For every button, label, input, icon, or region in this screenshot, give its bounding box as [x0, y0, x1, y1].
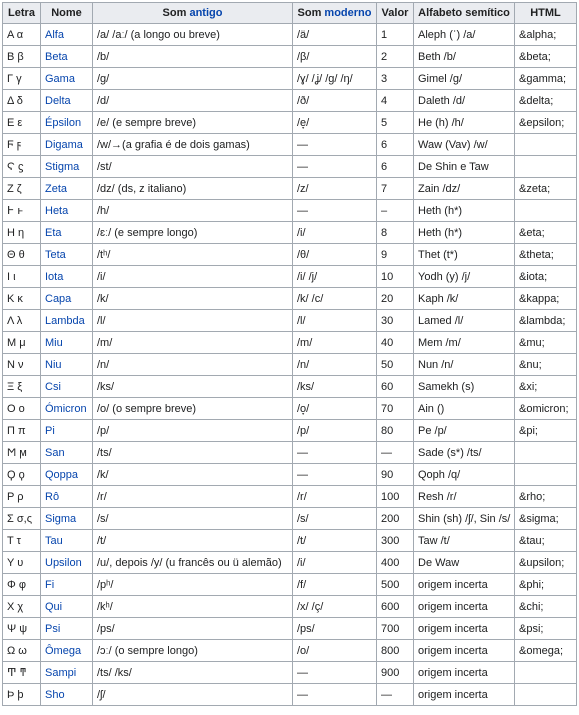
letter-cell: Ξ ξ [3, 376, 41, 398]
semitic-alphabet-cell: De Shin e Taw [414, 156, 515, 178]
html-entity-cell: &psi; [515, 618, 577, 640]
letter-cell: Ψ ψ [3, 618, 41, 640]
table-row [3, 486, 577, 508]
semitic-alphabet-cell: origem incerta [414, 640, 515, 662]
semitic-alphabet-cell: Qoph /q/ [414, 464, 515, 486]
html-entity-cell [515, 200, 577, 222]
html-entity-cell: &eta; [515, 222, 577, 244]
letter-cell: Φ φ [3, 574, 41, 596]
numeric-value-cell: 3 [377, 68, 414, 90]
numeric-value-cell: 60 [377, 376, 414, 398]
letter-name-link[interactable]: Psi [41, 618, 93, 640]
semitic-alphabet-cell: Waw (Vav) /w/ [414, 134, 515, 156]
ancient-sound-cell: /pʰ/ [93, 574, 293, 596]
letter-name-link[interactable]: Sigma [41, 508, 93, 530]
table-row [3, 134, 577, 156]
modern-sound-cell: /o/ [293, 640, 377, 662]
letter-name-link[interactable]: Qoppa [41, 464, 93, 486]
modern-sound-cell: /e̞/ [293, 112, 377, 134]
numeric-value-cell: 4 [377, 90, 414, 112]
table-body [3, 24, 577, 706]
letter-name-link[interactable]: Tau [41, 530, 93, 552]
modern-sound-cell: /k/ /c/ [293, 288, 377, 310]
numeric-value-cell: 7 [377, 178, 414, 200]
modern-sound-cell: /ɣ/ /ʝ/ /g/ /ŋ/ [293, 68, 377, 90]
ancient-sound-cell: /b/ [93, 46, 293, 68]
ancient-sound-cell: /o/ (o sempre breve) [93, 398, 293, 420]
table-row [3, 178, 577, 200]
html-entity-cell: &omega; [515, 640, 577, 662]
semitic-alphabet-cell: origem incerta [414, 662, 515, 684]
semitic-alphabet-cell: Aleph (ʾ) /a/ [414, 24, 515, 46]
letter-name-link[interactable]: Gama [41, 68, 93, 90]
table-row [3, 266, 577, 288]
semitic-alphabet-cell: Heth (h*) [414, 222, 515, 244]
ancient-sound-cell: /n/ [93, 354, 293, 376]
semitic-alphabet-cell: Pe /p/ [414, 420, 515, 442]
numeric-value-cell: 2 [377, 46, 414, 68]
semitic-alphabet-cell: Lamed /l/ [414, 310, 515, 332]
semitic-alphabet-cell: He (h) /h/ [414, 112, 515, 134]
modern-sound-cell: /θ/ [293, 244, 377, 266]
numeric-value-cell: – [377, 200, 414, 222]
ancient-sound-cell: /ks/ [93, 376, 293, 398]
letter-name-link[interactable]: Qui [41, 596, 93, 618]
numeric-value-cell: 8 [377, 222, 414, 244]
letter-cell: Τ τ [3, 530, 41, 552]
table-row [3, 574, 577, 596]
som-moderno-link[interactable]: moderno [324, 7, 372, 19]
letter-name-link[interactable]: Pi [41, 420, 93, 442]
ancient-sound-cell: /d/ [93, 90, 293, 112]
letter-cell: Ϝ ϝ [3, 134, 41, 156]
table-row [3, 420, 577, 442]
table-row [3, 68, 577, 90]
header-row [3, 3, 577, 24]
letter-cell: Ͱ ͱ [3, 200, 41, 222]
html-entity-cell: &lambda; [515, 310, 577, 332]
table-row [3, 508, 577, 530]
ancient-sound-cell: /r/ [93, 486, 293, 508]
ancient-sound-cell: /t/ [93, 530, 293, 552]
header-html: HTML [515, 3, 577, 24]
ancient-sound-cell: /ɛː/ (e sempre longo) [93, 222, 293, 244]
ancient-sound-cell: /st/ [93, 156, 293, 178]
modern-sound-cell: /i/ /j/ [293, 266, 377, 288]
ancient-sound-cell: /u/, depois /y/ (u francês ou ü alemão) [93, 552, 293, 574]
letter-cell: Υ υ [3, 552, 41, 574]
letter-name-link[interactable]: Teta [41, 244, 93, 266]
modern-sound-cell: /m/ [293, 332, 377, 354]
numeric-value-cell: 100 [377, 486, 414, 508]
letter-name-link[interactable]: Niu [41, 354, 93, 376]
letter-cell: Ρ ρ [3, 486, 41, 508]
letter-cell: Μ μ [3, 332, 41, 354]
semitic-alphabet-cell: De Waw [414, 552, 515, 574]
semitic-alphabet-cell: origem incerta [414, 618, 515, 640]
letter-name-link[interactable]: Upsilon [41, 552, 93, 574]
numeric-value-cell: 80 [377, 420, 414, 442]
html-entity-cell: &zeta; [515, 178, 577, 200]
ancient-sound-cell: /p/ [93, 420, 293, 442]
letter-name-link[interactable]: Miu [41, 332, 93, 354]
html-entity-cell: &phi; [515, 574, 577, 596]
letter-name-link[interactable]: Capa [41, 288, 93, 310]
modern-sound-cell: /z/ [293, 178, 377, 200]
table-row [3, 684, 577, 706]
ancient-sound-cell: /m/ [93, 332, 293, 354]
ancient-sound-cell: /k/ [93, 464, 293, 486]
numeric-value-cell: 1 [377, 24, 414, 46]
html-entity-cell: &sigma; [515, 508, 577, 530]
modern-sound-cell: — [293, 464, 377, 486]
header-som-antigo [93, 3, 293, 24]
letter-cell: Ω ω [3, 640, 41, 662]
semitic-alphabet-cell: Shin (sh) /ʃ/, Sin /s/ [414, 508, 515, 530]
ancient-sound-cell: /ʃ/ [93, 684, 293, 706]
modern-sound-cell: /s/ [293, 508, 377, 530]
semitic-alphabet-cell: Gimel /g/ [414, 68, 515, 90]
semitic-alphabet-cell: origem incerta [414, 684, 515, 706]
modern-sound-cell: /t/ [293, 530, 377, 552]
table-row [3, 222, 577, 244]
numeric-value-cell: 30 [377, 310, 414, 332]
html-entity-cell: &iota; [515, 266, 577, 288]
modern-sound-cell: /f/ [293, 574, 377, 596]
numeric-value-cell: — [377, 684, 414, 706]
html-entity-cell: &delta; [515, 90, 577, 112]
letter-name-link[interactable]: Sampi [41, 662, 93, 684]
semitic-alphabet-cell: Beth /b/ [414, 46, 515, 68]
html-entity-cell: &alpha; [515, 24, 577, 46]
letter-name-link[interactable]: Delta [41, 90, 93, 112]
semitic-alphabet-cell: Thet (t*) [414, 244, 515, 266]
table-row [3, 662, 577, 684]
greek-alphabet-table [2, 2, 577, 706]
header-letra: Letra [3, 3, 41, 24]
header-valor: Valor [377, 3, 414, 24]
ancient-sound-cell: /s/ [93, 508, 293, 530]
html-entity-cell: &pi; [515, 420, 577, 442]
letter-cell: Ϙ ϙ [3, 464, 41, 486]
semitic-alphabet-cell: Samekh (s) [414, 376, 515, 398]
letter-cell: Λ λ [3, 310, 41, 332]
letter-cell: Ϻ ϻ [3, 442, 41, 464]
numeric-value-cell: 6 [377, 134, 414, 156]
header-som-antigo-prefix: Som [162, 7, 190, 19]
ancient-sound-cell: /w/→(a grafia é de dois gamas) [93, 134, 293, 156]
modern-sound-cell: /ks/ [293, 376, 377, 398]
html-entity-cell [515, 684, 577, 706]
html-entity-cell: &kappa; [515, 288, 577, 310]
modern-sound-cell: /β/ [293, 46, 377, 68]
letter-name-link[interactable]: Sho [41, 684, 93, 706]
header-som-moderno-prefix: Som [297, 7, 325, 19]
semitic-alphabet-cell: Daleth /d/ [414, 90, 515, 112]
modern-sound-cell: /n/ [293, 354, 377, 376]
semitic-alphabet-cell: Ain () [414, 398, 515, 420]
semitic-alphabet-cell: Resh /r/ [414, 486, 515, 508]
letter-cell: Α α [3, 24, 41, 46]
table-row [3, 90, 577, 112]
ancient-sound-cell: /g/ [93, 68, 293, 90]
letter-cell: Ͳ ͳ [3, 662, 41, 684]
letter-name-link[interactable]: Lambda [41, 310, 93, 332]
letter-cell: Θ θ [3, 244, 41, 266]
numeric-value-cell: 200 [377, 508, 414, 530]
table-row [3, 442, 577, 464]
numeric-value-cell: 9 [377, 244, 414, 266]
table-row [3, 112, 577, 134]
letter-name-link[interactable]: Stigma [41, 156, 93, 178]
numeric-value-cell: 700 [377, 618, 414, 640]
ancient-sound-cell: /h/ [93, 200, 293, 222]
letter-cell: Ϸ ϸ [3, 684, 41, 706]
letter-cell: Π π [3, 420, 41, 442]
html-entity-cell [515, 134, 577, 156]
ancient-sound-cell: /ts/ /ks/ [93, 662, 293, 684]
html-entity-cell [515, 442, 577, 464]
letter-name-link[interactable]: Csi [41, 376, 93, 398]
letter-cell: Ζ ζ [3, 178, 41, 200]
table-row [3, 310, 577, 332]
numeric-value-cell: 900 [377, 662, 414, 684]
letter-cell: Σ σ,ς [3, 508, 41, 530]
letter-name-link[interactable]: Zeta [41, 178, 93, 200]
ancient-sound-cell: /kʰ/ [93, 596, 293, 618]
semitic-alphabet-cell: Taw /t/ [414, 530, 515, 552]
table-row [3, 156, 577, 178]
ancient-sound-cell: /a/ /aː/ (a longo ou breve) [93, 24, 293, 46]
table-row [3, 398, 577, 420]
letter-cell: Β β [3, 46, 41, 68]
modern-sound-cell: /ð/ [293, 90, 377, 112]
numeric-value-cell: 90 [377, 464, 414, 486]
letter-name-link[interactable]: Alfa [41, 24, 93, 46]
letter-cell: Η η [3, 222, 41, 244]
table-row [3, 354, 577, 376]
som-antigo-link[interactable]: antigo [189, 7, 223, 19]
modern-sound-cell: — [293, 200, 377, 222]
letter-name-link[interactable]: Ômega [41, 640, 93, 662]
table-row [3, 640, 577, 662]
letter-name-link[interactable]: Beta [41, 46, 93, 68]
table-row [3, 618, 577, 640]
modern-sound-cell: /o̞/ [293, 398, 377, 420]
modern-sound-cell: /i/ [293, 222, 377, 244]
html-entity-cell [515, 464, 577, 486]
letter-name-link[interactable]: Heta [41, 200, 93, 222]
ancient-sound-cell: /tʰ/ [93, 244, 293, 266]
numeric-value-cell: 600 [377, 596, 414, 618]
letter-cell: Γ γ [3, 68, 41, 90]
letter-name-link[interactable]: Fi [41, 574, 93, 596]
semitic-alphabet-cell: origem incerta [414, 574, 515, 596]
table-row [3, 200, 577, 222]
ancient-sound-cell: /ps/ [93, 618, 293, 640]
numeric-value-cell: — [377, 442, 414, 464]
html-entity-cell: &gamma; [515, 68, 577, 90]
letter-name-link[interactable]: Iota [41, 266, 93, 288]
table-row [3, 596, 577, 618]
modern-sound-cell: — [293, 662, 377, 684]
numeric-value-cell: 6 [377, 156, 414, 178]
html-entity-cell: &beta; [515, 46, 577, 68]
semitic-alphabet-cell: Sade (s*) /ts/ [414, 442, 515, 464]
table-row [3, 244, 577, 266]
letter-name-link[interactable]: Eta [41, 222, 93, 244]
letter-cell: Ϛ ϛ [3, 156, 41, 178]
html-entity-cell: &epsilon; [515, 112, 577, 134]
modern-sound-cell: /ä/ [293, 24, 377, 46]
ancient-sound-cell: /ts/ [93, 442, 293, 464]
modern-sound-cell: /ps/ [293, 618, 377, 640]
letter-cell: Δ δ [3, 90, 41, 112]
numeric-value-cell: 50 [377, 354, 414, 376]
ancient-sound-cell: /ɔː/ (o sempre longo) [93, 640, 293, 662]
modern-sound-cell: /i/ [293, 552, 377, 574]
html-entity-cell: &tau; [515, 530, 577, 552]
numeric-value-cell: 10 [377, 266, 414, 288]
table-row [3, 464, 577, 486]
numeric-value-cell: 40 [377, 332, 414, 354]
ancient-sound-cell: /e/ (e sempre breve) [93, 112, 293, 134]
semitic-alphabet-cell: Kaph /k/ [414, 288, 515, 310]
numeric-value-cell: 800 [377, 640, 414, 662]
modern-sound-cell: — [293, 684, 377, 706]
letter-cell: Ε ε [3, 112, 41, 134]
letter-cell: Ν ν [3, 354, 41, 376]
modern-sound-cell: — [293, 134, 377, 156]
letter-cell: Κ κ [3, 288, 41, 310]
semitic-alphabet-cell: Yodh (y) /j/ [414, 266, 515, 288]
modern-sound-cell: /l/ [293, 310, 377, 332]
ancient-sound-cell: /dz/ (ds, z italiano) [93, 178, 293, 200]
html-entity-cell [515, 156, 577, 178]
letter-cell: Χ χ [3, 596, 41, 618]
modern-sound-cell: — [293, 156, 377, 178]
modern-sound-cell: /x/ /ç/ [293, 596, 377, 618]
numeric-value-cell: 300 [377, 530, 414, 552]
header-alfabeto: Alfabeto semítico [414, 3, 515, 24]
numeric-value-cell: 500 [377, 574, 414, 596]
semitic-alphabet-cell: Heth (h*) [414, 200, 515, 222]
letter-name-link[interactable]: Ómicron [41, 398, 93, 420]
ancient-sound-cell: /k/ [93, 288, 293, 310]
numeric-value-cell: 5 [377, 112, 414, 134]
html-entity-cell: &nu; [515, 354, 577, 376]
letter-cell: Ι ι [3, 266, 41, 288]
letter-name-link[interactable]: Épsilon [41, 112, 93, 134]
table-row [3, 288, 577, 310]
table-row [3, 24, 577, 46]
html-entity-cell: &xi; [515, 376, 577, 398]
html-entity-cell: &mu; [515, 332, 577, 354]
table-row [3, 376, 577, 398]
letter-name-link[interactable]: San [41, 442, 93, 464]
numeric-value-cell: 70 [377, 398, 414, 420]
modern-sound-cell: /p/ [293, 420, 377, 442]
html-entity-cell: &theta; [515, 244, 577, 266]
ancient-sound-cell: /i/ [93, 266, 293, 288]
numeric-value-cell: 400 [377, 552, 414, 574]
table-row [3, 552, 577, 574]
letter-name-link[interactable]: Rô [41, 486, 93, 508]
header-nome: Nome [41, 3, 93, 24]
modern-sound-cell: — [293, 442, 377, 464]
html-entity-cell [515, 662, 577, 684]
semitic-alphabet-cell: Mem /m/ [414, 332, 515, 354]
table-row [3, 332, 577, 354]
modern-sound-cell: /r/ [293, 486, 377, 508]
numeric-value-cell: 20 [377, 288, 414, 310]
letter-cell: Ο ο [3, 398, 41, 420]
html-entity-cell: &chi; [515, 596, 577, 618]
letter-name-link[interactable]: Digama [41, 134, 93, 156]
html-entity-cell: &rho; [515, 486, 577, 508]
ancient-sound-cell: /l/ [93, 310, 293, 332]
table-row [3, 46, 577, 68]
html-entity-cell: &upsilon; [515, 552, 577, 574]
semitic-alphabet-cell: origem incerta [414, 596, 515, 618]
table-row [3, 530, 577, 552]
semitic-alphabet-cell: Zain /dz/ [414, 178, 515, 200]
semitic-alphabet-cell: Nun /n/ [414, 354, 515, 376]
html-entity-cell: &omicron; [515, 398, 577, 420]
header-som-moderno [293, 3, 377, 24]
